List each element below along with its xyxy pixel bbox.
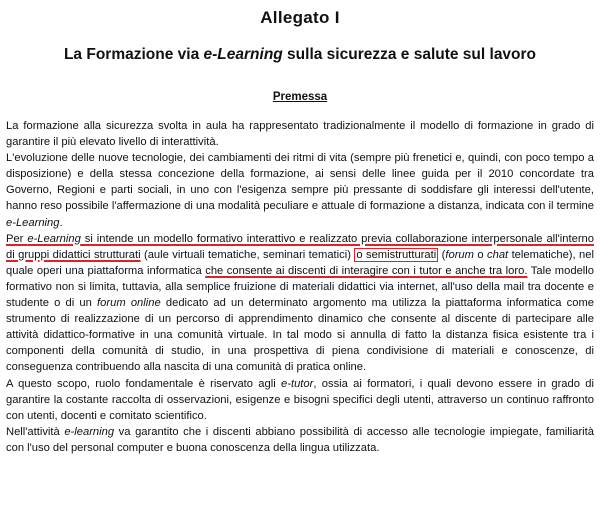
paragraph-4: [6, 376, 594, 424]
paragraph-2-end: .: [59, 216, 63, 229]
paragraph-3-intro: Per: [6, 232, 28, 245]
paragraph-3-platform: telematiche), nel quale operi una piattaforma informatica: [6, 248, 594, 277]
paragraph-3-continuation: Tale modello formativo non si limita, tuttavia, alla semplice fruizione di materiali didattici via internet, all'uso della mail tra docente e studente o di un: [6, 264, 594, 310]
paragraph-3-or: o: [473, 248, 488, 261]
interaction-underlined: che consente ai discenti di interagire con i tutor e anche tra loro.: [205, 264, 528, 277]
paragraph-5-emphasis: e-learning: [64, 425, 115, 438]
document-body: [6, 118, 594, 456]
paragraph-2-text: L'evoluzione delle nuove tecnologie, dei cambiamenti dei ritmi di vita (sempre più frenetici e, quindi, con poco tempo a disposizione) e della stessa concezione della formazione, ai sensi delle linee guida per il 2010 concordate tra Governo, Regioni e parti sociali, in uno con l'esigenza sempre più pressante di soddisfare gli interessi dell'utente, hanno reso possibile l'affermazione di una modalità peculiare e attuale di formazione a distanza, indicata con il termine: [6, 152, 594, 213]
paragraph-2: [6, 150, 594, 230]
paragraph-3-emphasis-forum-online: forum online: [97, 297, 161, 310]
paragraph-3: [6, 231, 594, 376]
paragraph-3-emphasis-elearning: e-Learning: [27, 232, 81, 245]
heading-suffix: sulla sicurezza e salute sul lavoro: [282, 46, 537, 63]
paragraph-3-emphasis-chat: chat: [487, 248, 509, 261]
paragraph-4-text: A questo scopo, ruolo fondamentale è riservato agli: [6, 377, 282, 390]
heading-prefix: La Formazione via: [63, 46, 204, 63]
paragraph-3-aside: (aule virtuali tematiche, seminari tematici): [140, 248, 355, 261]
paragraph-4-emphasis: e-tutor: [281, 377, 314, 390]
paragraph-5-end: va garantito che i discenti abbiano possibilità di accesso alle tecnologie impiegate, familiarità con l'uso del personal computer e buona conoscenza della lingua utilizzata.: [6, 425, 594, 454]
paragraph-5-text: Nell'attività: [6, 425, 65, 438]
paragraph-4-end: , ossia ai formatori, i quali devono essere in grado di garantire la costante raccolta di osservazioni, esigenze e bisogni specifici degli utenti, attraverso un continuo raffronto con utenti, docenti e comitato scientifico.: [6, 377, 594, 422]
boxed-phrase: o semistrutturati: [356, 248, 437, 261]
section-label: Premessa: [272, 91, 328, 103]
annex-title: Allegato I: [260, 8, 340, 27]
paragraph-1: La formazione alla sicurezza svolta in aula ha rappresentato tradizionalmente il modello di formazione in grado di garantire il più elevato livello di interattività.: [6, 120, 594, 149]
paragraph-3-emphasis-forum: forum: [445, 248, 474, 261]
paragraph-3-paren: (: [438, 248, 446, 261]
paragraph-5: [6, 424, 594, 456]
document-heading: [0, 46, 600, 64]
heading-emphasis: e-Learning: [203, 46, 283, 63]
paragraph-2-emphasis: e-Learning: [6, 216, 60, 229]
paragraph-3-conclusion: dedicato ad un determinato argomento ma utilizza la piattaforma informatica come strumento di realizzazione di un percorso di apprendimento dinamico che consente al discente di partecipare alle attività didattico-formative in una comunità virtuale. In tal modo si annulla di fatto la distanza fisica esistente tra i componenti della comunità di studio, in una prospettiva di piena condivisione di materiali e conoscenze, di conseguenza contribuendo alla nascita di una comunità di pratica online.: [6, 297, 594, 374]
paragraph-3-underlined-1: si intende un modello formativo interattivo e realizzato previa collaborazione interpersonale all'interno di gruppi didattici strutturati: [6, 232, 594, 261]
